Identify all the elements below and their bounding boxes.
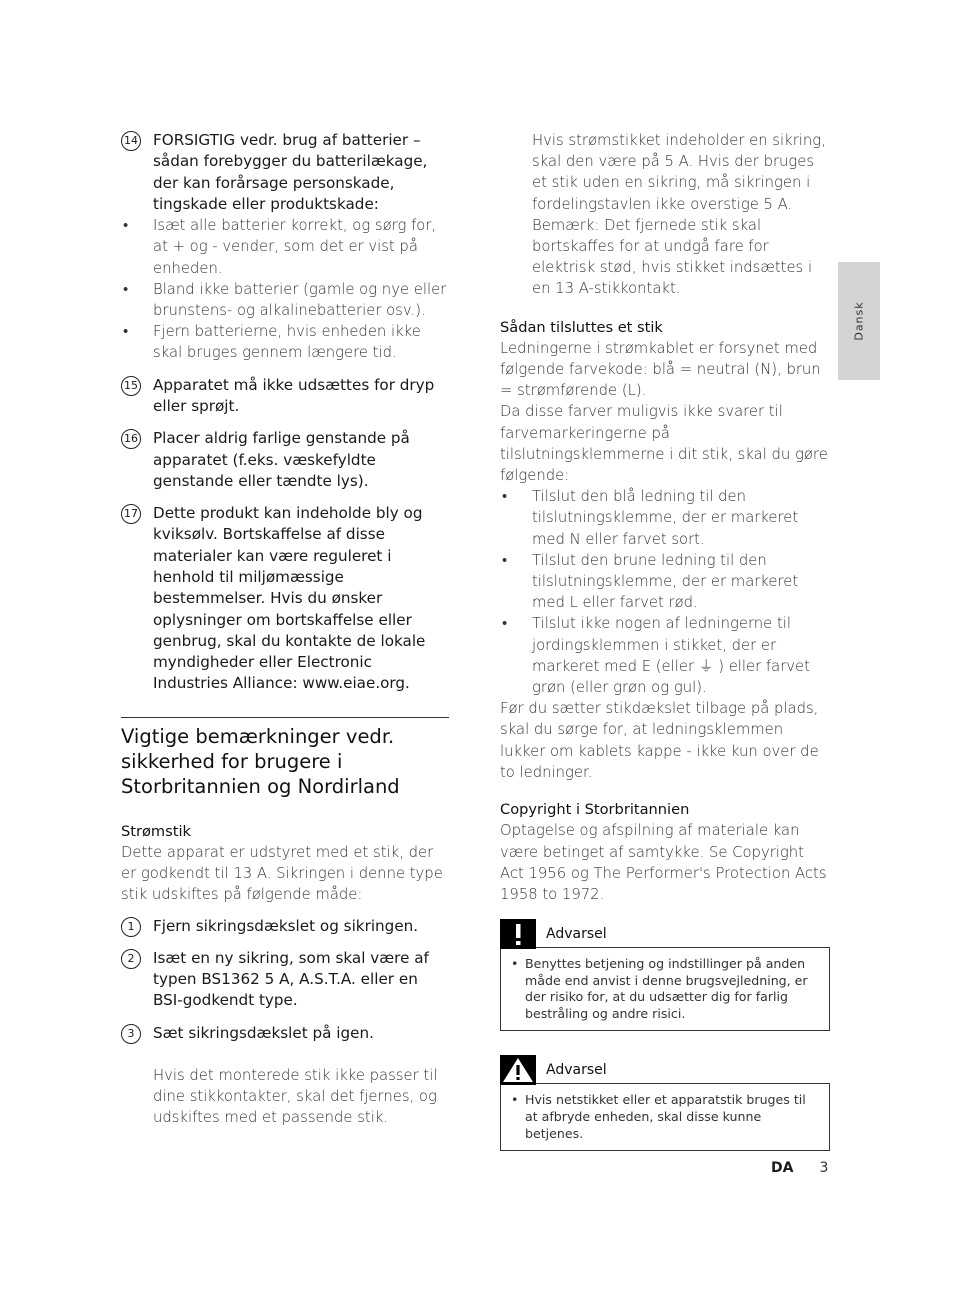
language-tab-label: Dansk <box>852 301 866 341</box>
list-item: • Fjern batterierne, hvis enheden ikke skal bruges gennem længere tid. <box>121 321 449 363</box>
page-footer <box>771 1160 828 1176</box>
footer-language: DA <box>771 1160 794 1176</box>
step-text: Sæt sikringsdækslet på igen. <box>153 1023 374 1042</box>
right-column <box>500 130 830 1151</box>
step-number: 2 <box>121 949 141 969</box>
connect-bullets <box>500 486 830 698</box>
connect-body-2: Da disse farver muligvis ikke svarer til farvemarkeringerne på tilslutningsklemmerne i dit stik, skal du gøre følgende: <box>500 403 828 485</box>
item-text: Placer aldrig farlige genstande på apparatet (f.eks. væskefyldte genstande eller tændte lys). <box>153 429 410 490</box>
language-tab <box>838 262 880 380</box>
warning-triangle-icon <box>500 1055 536 1085</box>
fuse-intro: Hvis strømstikket indeholder en sikring, skal den være på 5 A. Hvis der bruges et stik uden en sikring, må sikringen i fordelingstavlen ikke overstige 5 A. Bemærk: Det fjernede stik skal bortskaffes for at undgå fare for elektrisk stød, hvis stikket indsættes i en 13 A-stikkontakt. <box>532 132 826 298</box>
item-number: 16 <box>121 429 141 449</box>
list-item-14 <box>121 130 449 364</box>
stromstik-title: Strømstik <box>121 822 191 840</box>
list-item: • Tilslut den brune ledning til den tilslutningsklemme, der er markeret med L eller farvet rød. <box>500 550 830 614</box>
item-text: Apparatet må ikke udsættes for dryp eller sprøjt. <box>153 375 435 415</box>
step-3 <box>121 1023 449 1044</box>
section-divider <box>121 717 449 718</box>
step-number: 3 <box>121 1024 141 1044</box>
warning-block-2 <box>500 1055 830 1151</box>
warning-box <box>500 1083 830 1151</box>
list-item: • Tilslut ikke nogen af ledningerne til jordingsklemmen i stikket, der er markeret med E (eller ⏚ ) eller farvet grøn (eller grøn og gul). <box>500 613 830 698</box>
step-text: Fjern sikringsdækslet og sikringen. <box>153 916 419 935</box>
connect-title: Sådan tilsluttes et stik <box>500 318 663 336</box>
connect-after: Før du sætter stikdækslet tilbage på plads, skal du sørge for, at ledningsklemmen lukker om kablets kappe - ikke kun over de to ledninger. <box>500 700 819 781</box>
list-item: • Tilslut den blå ledning til den tilslutningsklemme, der er markeret med N eller farvet sort. <box>500 486 830 550</box>
warning-label: Advarsel <box>546 926 607 943</box>
copyright-body: Optagelse og afspilning af materiale kan være betinget af samtykke. Se Copyright Act 1956 og The Performer's Protection Acts 1958 to 1972. <box>500 822 827 903</box>
warning-block-1 <box>500 919 830 1031</box>
list-item: • Bland ikke batterier (gamle og nye eller brunstens- og alkalinebatterier osv.). <box>121 279 449 321</box>
item-number: 14 <box>121 131 141 151</box>
battery-bullets <box>121 215 449 363</box>
warning-label: Advarsel <box>546 1062 607 1079</box>
exclamation-icon <box>500 919 536 949</box>
item-number: 15 <box>121 376 141 396</box>
list-item-16 <box>121 428 449 492</box>
step-2 <box>121 948 449 1012</box>
item-text: Dette produkt kan indeholde bly og kviksølv. Bortskaffelse af disse materialer kan være reguleret i henhold til miljømæssige bestemmelser. Hvis du ønsker oplysninger om bortskaffelse eller genbrug, skal du kontakte de lokale myndigheder eller Electronic Industries Alliance: www.eiae.org. <box>153 504 426 693</box>
copyright-title: Copyright i Storbritannien <box>500 801 690 819</box>
connect-body-1: Ledningerne i strømkablet er forsynet med følgende farvekode: blå = neutral (N), brun = strømførende (L). <box>500 339 821 400</box>
step-number: 1 <box>121 917 141 937</box>
step-1 <box>121 916 449 937</box>
step-text: Isæt en ny sikring, som skal være af typen BS1362 5 A, A.S.T.A. eller en BSI-godkendt type. <box>153 948 429 1010</box>
item-number: 17 <box>121 504 141 524</box>
item-text: FORSIGTIG vedr. brug af batterier – sådan forebygger du batterilækage, der kan forårsage personskade, tingskade eller produktskade: <box>153 131 428 213</box>
warning-text: • Benyttes betjening og indstillinger på anden måde end anvist i denne brugsvejledning, er der risiko for, at du udsætter dig for farlig bestråling og andre risici. <box>511 956 819 1022</box>
list-item-17 <box>121 503 449 695</box>
stromstik-body: Dette apparat er udstyret med et stik, der er godkendt til 13 A. Sikringen i denne type stik udskiftes på følgende måde: <box>121 843 443 904</box>
warning-text: • Hvis netstikket eller et apparatstik bruges til at afbryde enheden, skal disse kunne betjenes. <box>511 1092 819 1142</box>
step-3-note: Hvis det monterede stik ikke passer til dine stikkontakter, skal det fjernes, og udskiftes med et passende stik. <box>153 1067 438 1127</box>
warning-box <box>500 947 830 1031</box>
left-column <box>121 130 449 1129</box>
list-item-15 <box>121 375 449 418</box>
page-number: 3 <box>819 1160 829 1176</box>
section-heading: Vigtige bemærkninger vedr. sikkerhed for brugere i Storbritannien og Nordirland <box>121 724 400 798</box>
list-item: • Isæt alle batterier korrekt, og sørg for, at + og - vender, som det er vist på enheden. <box>121 215 449 279</box>
